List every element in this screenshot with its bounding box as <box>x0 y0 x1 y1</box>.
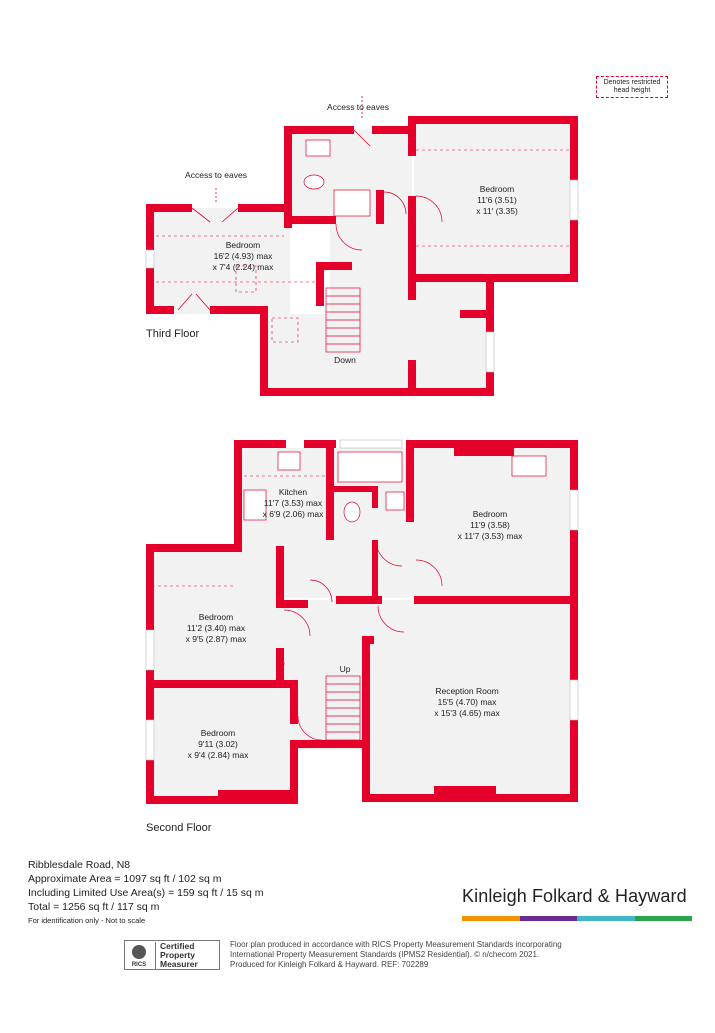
stairs-down-label: Down <box>334 355 356 365</box>
rics-logo-icon <box>126 942 152 968</box>
second-bedroom-2-dim2: x 9'5 (2.87) max <box>185 634 247 644</box>
third-bedroom-1-name: Bedroom <box>225 240 261 250</box>
approx-area: Approximate Area = 1097 sq ft / 102 sq m <box>28 873 222 885</box>
disclaimer-line-2: International Property Measurement Standards (IPMS2 Residential). © n/checom 2021. <box>230 950 540 959</box>
third-bedroom-2-dim1: 11'6 (3.51) <box>477 195 517 205</box>
brand-bar-green <box>635 916 693 921</box>
second-bedroom-1-name: Bedroom <box>472 509 508 519</box>
second-bedroom-2-dim1: 11'2 (3.40) max <box>186 623 246 633</box>
note-access-eaves-top: Access to eaves <box>327 102 389 112</box>
second-bedroom-3-dim1: 9'11 (3.02) <box>198 739 238 749</box>
kitchen-dim1: 11'7 (3.53) max <box>263 498 323 508</box>
third-bedroom-1-dim1: 16'2 (4.93) max <box>213 251 273 261</box>
scale-note: For identification only - Not to scale <box>28 916 146 925</box>
third-floor-title: Third Floor <box>146 328 200 340</box>
reception-room-dim1: 15'5 (4.70) max <box>437 697 497 707</box>
restricted-height-legend <box>596 76 668 98</box>
disclaimer <box>230 940 590 970</box>
rics-line-1: Certified <box>160 940 195 951</box>
brand-bar-purple <box>520 916 578 921</box>
brand-bar-orange <box>462 916 520 921</box>
kitchen-name: Kitchen <box>278 487 308 497</box>
brand-name: Kinleigh Folkard & Hayward <box>462 886 687 906</box>
total-area: Total = 1256 sq ft / 117 sq m <box>28 901 160 913</box>
rics-logo-text: RICS <box>131 962 147 968</box>
stairs-up-label: Up <box>339 664 351 674</box>
third-bedroom-1-dim2: x 7'4 (2.24) max <box>212 262 274 272</box>
second-floor-title: Second Floor <box>146 822 212 834</box>
reception-room-name: Reception Room <box>435 686 499 696</box>
third-bedroom-2-dim2: x 11' (3.35) <box>476 206 518 216</box>
legend-text: Denotes restricted head height <box>603 79 661 94</box>
note-access-eaves-left: Access to eaves <box>185 170 247 180</box>
disclaimer-line-1: Floor plan produced in accordance with RICS Property Measurement Standards incorporating <box>230 940 562 949</box>
kitchen-dim2: x 6'9 (2.06) max <box>262 509 324 519</box>
disclaimer-line-3: Produced for Kinleigh Folkard & Hayward. REF: 702289 <box>230 960 429 969</box>
brand-bar-teal <box>577 916 635 921</box>
second-bedroom-2-name: Bedroom <box>198 612 234 622</box>
address: Ribblesdale Road, N8 <box>28 859 131 871</box>
limited-use-area: Including Limited Use Area(s) = 159 sq ft / 15 sq m <box>28 887 264 899</box>
property-info <box>28 858 264 928</box>
brand-color-bar <box>462 916 692 921</box>
rics-badge <box>124 940 220 970</box>
third-floor-plan <box>146 96 578 396</box>
rics-certified-text <box>155 942 198 969</box>
rics-line-3: Measurer <box>160 958 198 969</box>
second-bedroom-3-name: Bedroom <box>200 728 236 738</box>
rics-line-2: Property <box>160 949 195 960</box>
second-bedroom-1-dim1: 11'9 (3.58) <box>470 520 510 530</box>
second-floor-plan <box>146 440 578 834</box>
second-bedroom-3-dim2: x 9'4 (2.84) max <box>187 750 249 760</box>
reception-room-dim2: x 15'3 (4.65) max <box>434 708 500 718</box>
second-bedroom-1-dim2: x 11'7 (3.53) max <box>457 531 523 541</box>
rics-logo <box>125 941 153 969</box>
third-bedroom-2-name: Bedroom <box>479 184 515 194</box>
